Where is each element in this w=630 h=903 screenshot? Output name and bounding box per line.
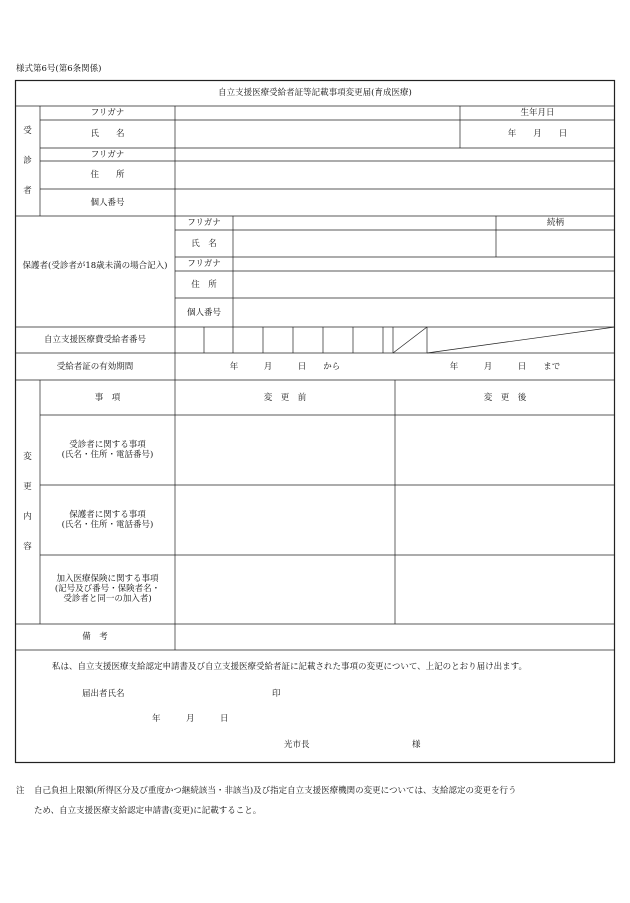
patient-birth-value[interactable]: 年 月 日 (507, 129, 568, 139)
submitter-label: 届出者氏名 (82, 689, 125, 699)
change-row-guardian-before[interactable] (177, 487, 393, 554)
remarks-label: 備 考 (82, 632, 108, 642)
guardian-name-field[interactable] (235, 232, 495, 256)
guardian-relation-field[interactable] (498, 232, 613, 256)
change-row-patient-after[interactable] (397, 417, 613, 484)
patient-furigana2-field[interactable] (177, 150, 613, 160)
submission-date[interactable]: 年 月 日 (152, 714, 229, 724)
note-line-1: 自己負担上限額(所得区分及び重度かつ継続該当・非該当)及び指定自立支援医療機関の変更については、支給認定の変更を行う (34, 786, 517, 796)
validity-from[interactable]: 年 月 日 から (229, 362, 341, 372)
patient-address-field[interactable] (177, 163, 613, 188)
submitter-name-field[interactable] (150, 686, 265, 700)
guardian-furigana-field[interactable] (235, 218, 495, 229)
patient-furigana-field[interactable] (177, 108, 459, 119)
change-label-4: 容 (23, 542, 32, 552)
guardian-mynumber-label: 個人番号 (186, 308, 221, 318)
guardian-section-label: 保護者(受診者が18歳未満の場合記入) (22, 261, 168, 271)
change-label-3: 内 (23, 512, 32, 522)
validity-label: 受給者証の有効期間 (56, 362, 134, 372)
patient-mynumber-field[interactable] (177, 191, 613, 215)
patient-furigana2-label: フリガナ (90, 150, 125, 160)
patient-mynumber-label: 個人番号 (90, 198, 125, 208)
patient-label-2: 診 (23, 156, 32, 166)
change-row-patient-label: 受診者に関する事項 (氏名・住所・電話番号) (61, 440, 154, 460)
patient-name-label: 氏 名 (90, 129, 125, 139)
guardian-furigana2-label: フリガナ (187, 259, 221, 269)
patient-name-field[interactable] (177, 122, 459, 147)
patient-label-3: 者 (23, 186, 32, 196)
seal-mark: 印 (272, 689, 281, 699)
note-mark: 注 (16, 786, 25, 796)
guardian-name-label: 氏 名 (191, 239, 217, 249)
change-header-item: 事 項 (94, 393, 121, 403)
remarks-field[interactable] (177, 626, 613, 649)
change-row-guardian-label: 保護者に関する事項 (氏名・住所・電話番号) (61, 510, 154, 530)
patient-birth-label: 生年月日 (520, 108, 555, 118)
note-line-2: ため、自立支援医療支給認定申請書(変更)に記載すること。 (34, 806, 262, 816)
declaration-text: 私は、自立支援医療支給認定申請書及び自立支援医療受給者証に記載された事項の変更について、上記のとおり届け出ます。 (52, 662, 527, 672)
form-title: 自立支援医療受給者証等記載事項変更届(育成医療) (218, 88, 412, 98)
patient-furigana-label: フリガナ (90, 108, 125, 118)
guardian-furigana2-field[interactable] (235, 259, 613, 270)
change-row-insurance-after[interactable] (397, 557, 613, 623)
guardian-furigana-label: フリガナ (187, 218, 221, 228)
validity-to[interactable]: 年 月 日 まで (449, 362, 561, 372)
change-label-1: 変 (23, 452, 32, 462)
change-row-guardian-after[interactable] (397, 487, 613, 554)
patient-label-1: 受 (23, 126, 32, 136)
guardian-address-label: 住 所 (191, 280, 217, 290)
guardian-address-field[interactable] (235, 273, 613, 297)
change-row-insurance-before[interactable] (177, 557, 393, 623)
patient-address-label: 住 所 (90, 170, 125, 180)
guardian-relation-label: 続柄 (546, 218, 564, 228)
change-header-after: 変 更 後 (483, 393, 527, 403)
change-label-2: 更 (23, 482, 32, 492)
change-row-patient-before[interactable] (177, 417, 393, 484)
form-number: 様式第6号(第6条関係) (16, 64, 102, 74)
addressee: 光市長 (284, 740, 310, 750)
guardian-mynumber-field[interactable] (235, 300, 613, 326)
honorific: 様 (412, 740, 421, 750)
recipient-number-label: 自立支援医療費受給者番号 (43, 335, 146, 345)
recipient-number-field[interactable] (176, 328, 392, 352)
change-row-insurance-label: 加入医療保険に関する事項 (記号及び番号・保険者名・ 受診者と同一の加入者) (54, 574, 161, 604)
change-header-before: 変 更 前 (263, 393, 307, 403)
